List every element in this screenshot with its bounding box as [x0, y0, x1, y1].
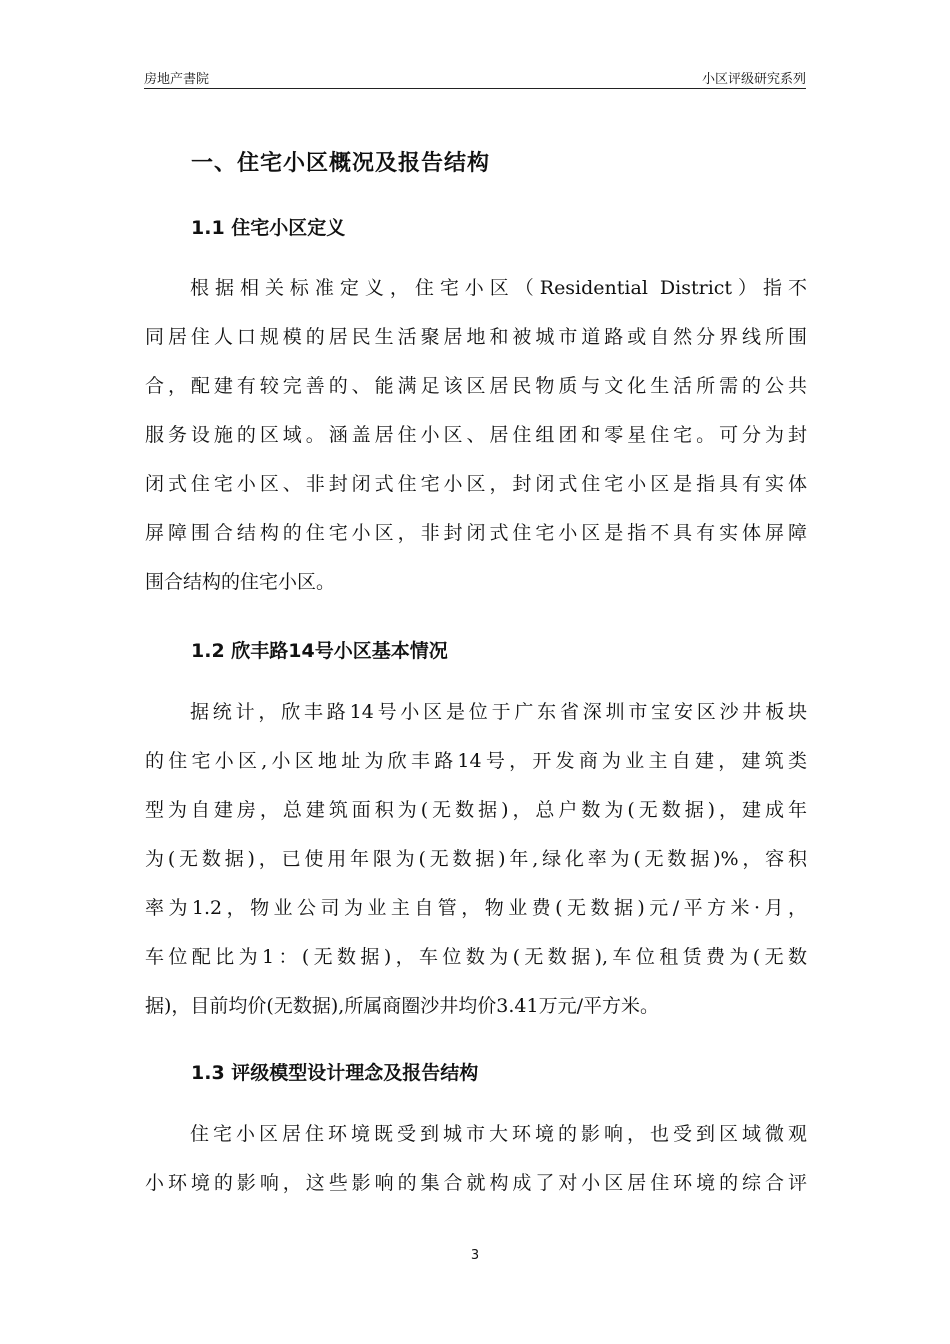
section-1-3-paragraph [145, 1110, 807, 1208]
paragraph-line: 根据相关标准定义，住宅小区（Residential District）指不 [190, 277, 807, 299]
section-heading-1-2: 1.2 欣丰路14号小区基本情况 [191, 640, 448, 662]
paragraph-line: 住宅小区居住环境既受到城市大环境的影响，也受到区域微观 [190, 1123, 807, 1145]
header-right-text: 小区评级研究系列 [701, 72, 806, 87]
header-left-text: 房地产書院 [144, 72, 210, 87]
page-number: 3 [470, 1248, 480, 1263]
paragraph-line: 合，配建有较完善的、能满足该区居民物质与文化生活所需的公共 [145, 375, 807, 397]
paragraph-line: 屏障围合结构的住宅小区，非封闭式住宅小区是指不具有实体屏障 [145, 522, 807, 544]
paragraph-line: 的住宅小区,小区地址为欣丰路14号，开发商为业主自建，建筑类 [145, 750, 807, 772]
paragraph-line: 为(无数据)，已使用年限为(无数据)年,绿化率为(无数据)%，容积 [145, 848, 807, 870]
paragraph-line: 闭式住宅小区、非封闭式住宅小区，封闭式住宅小区是指具有实体 [145, 473, 807, 495]
paragraph-line: 同居住人口规模的居民生活聚居地和被城市道路或自然分界线所围 [145, 326, 807, 348]
section-1-1-paragraph [145, 264, 807, 607]
paragraph-line: 据)，目前均价(无数据),所属商圈沙井均价3.41万元/平方米。 [145, 995, 659, 1017]
section-heading-1-3: 1.3 评级模型设计理念及报告结构 [191, 1062, 479, 1084]
section-1-2-paragraph [145, 688, 807, 1031]
paragraph-line: 据统计，欣丰路14号小区是位于广东省深圳市宝安区沙井板块 [190, 701, 807, 723]
paragraph-line: 围合结构的住宅小区。 [145, 571, 336, 593]
paragraph-line: 服务设施的区域。涵盖居住小区、居住组团和零星住宅。可分为封 [145, 424, 807, 446]
page-header [144, 66, 806, 88]
header-divider [144, 88, 806, 89]
paragraph-line: 小环境的影响，这些影响的集合就构成了对小区居住环境的综合评 [145, 1172, 807, 1194]
section-heading-1-1: 1.1 住宅小区定义 [191, 217, 346, 239]
paragraph-line: 率为1.2，物业公司为业主自管，物业费(无数据)元/平方米·月， [145, 897, 807, 919]
chapter-title: 一、住宅小区概况及报告结构 [191, 151, 491, 176]
paragraph-line: 车位配比为1：(无数据)，车位数为(无数据),车位租赁费为(无数 [145, 946, 807, 968]
paragraph-line: 型为自建房，总建筑面积为(无数据)，总户数为(无数据)，建成年 [145, 799, 807, 821]
